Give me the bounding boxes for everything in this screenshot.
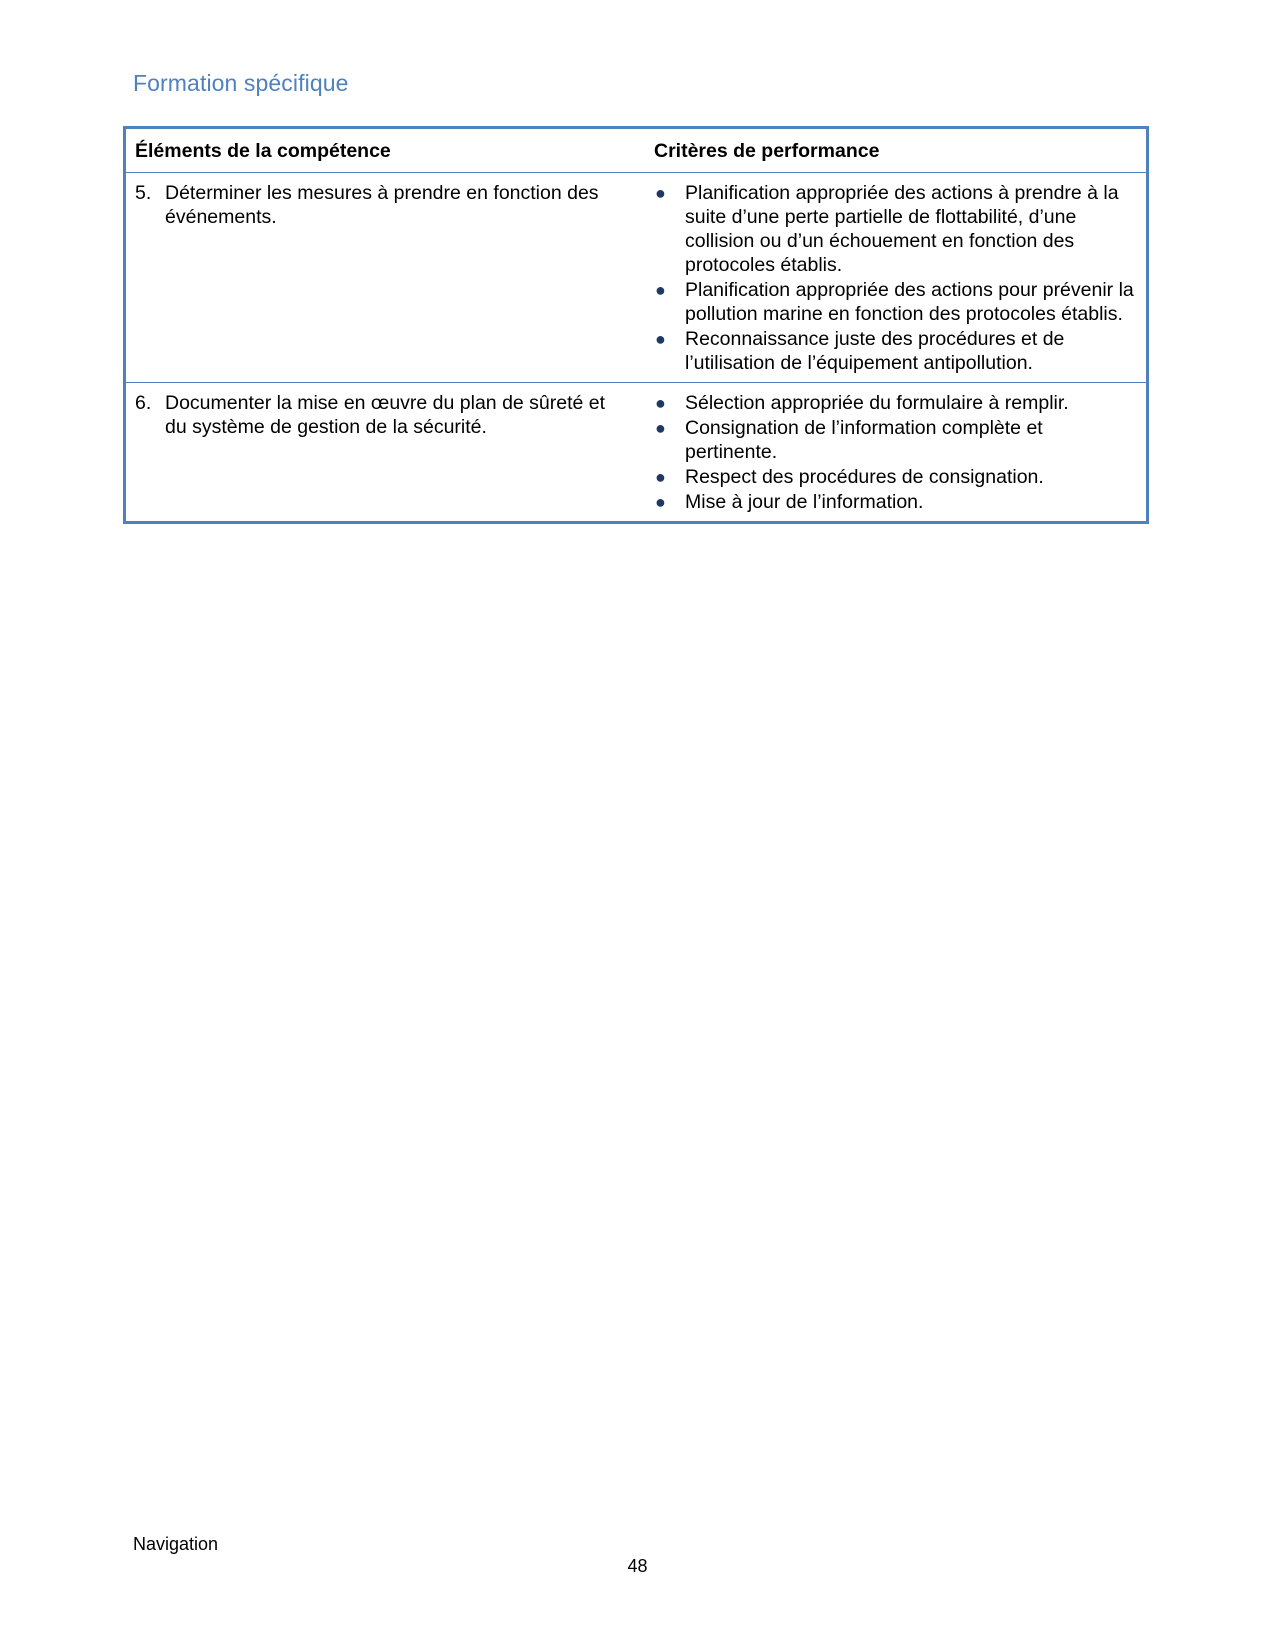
bullet-icon: ●: [655, 418, 666, 438]
criteria-item: [654, 181, 1138, 277]
element-text: Déterminer les mesures à prendre en fonction des événements.: [165, 182, 599, 228]
criteria-text: Respect des procédures de consignation.: [685, 466, 1044, 488]
criteria-text: Reconnaissance juste des procédures et de l’utilisation de l’équipement antipollution.: [685, 328, 1065, 374]
criteria-text: Sélection appropriée du formulaire à remplir.: [685, 392, 1069, 414]
criteria-text: Consignation de l’information complète et pertinente.: [685, 417, 1043, 463]
element-text: Documenter la mise en œuvre du plan de sûreté et du système de gestion de la sécurité.: [165, 392, 606, 438]
bullet-icon: ●: [655, 329, 666, 349]
element-number: 5.: [135, 182, 152, 204]
competence-table: [123, 126, 1149, 524]
criteria-list: [654, 181, 1138, 375]
bullet-icon: ●: [655, 492, 666, 512]
bullet-icon: ●: [655, 393, 666, 413]
criteria-item: [654, 391, 1138, 415]
table-row: [125, 173, 1148, 383]
criteria-item: [654, 465, 1138, 489]
section-title: Formation spécifique: [133, 70, 349, 96]
column-header-criteria: Critères de performance: [645, 128, 1148, 173]
table-row: [125, 383, 1148, 523]
page-number: 48: [627, 1556, 648, 1576]
bullet-icon: ●: [655, 280, 666, 300]
bullet-icon: ●: [655, 183, 666, 203]
criteria-cell: [645, 173, 1148, 383]
criteria-item: [654, 278, 1138, 326]
criteria-item: [654, 416, 1138, 464]
element-cell: [125, 383, 646, 523]
table-header-row: [125, 128, 1148, 173]
element-number: 6.: [135, 392, 152, 414]
criteria-text: Planification appropriée des actions pour prévenir la pollution marine en fonction des protocoles établis.: [685, 279, 1134, 325]
criteria-text: Mise à jour de l’information.: [685, 491, 924, 513]
criteria-item: [654, 490, 1138, 514]
criteria-item: [654, 327, 1138, 375]
bullet-icon: ●: [655, 467, 666, 487]
criteria-text: Planification appropriée des actions à prendre à la suite d’une perte partielle de flottabilité, d’une collision ou d’un échouement en fonction des protocoles établis.: [685, 182, 1119, 276]
criteria-cell: [645, 383, 1148, 523]
criteria-list: [654, 391, 1138, 514]
element-cell: [125, 173, 646, 383]
footer-program-name: Navigation: [133, 1534, 219, 1554]
column-header-elements: Éléments de la compétence: [125, 128, 646, 173]
